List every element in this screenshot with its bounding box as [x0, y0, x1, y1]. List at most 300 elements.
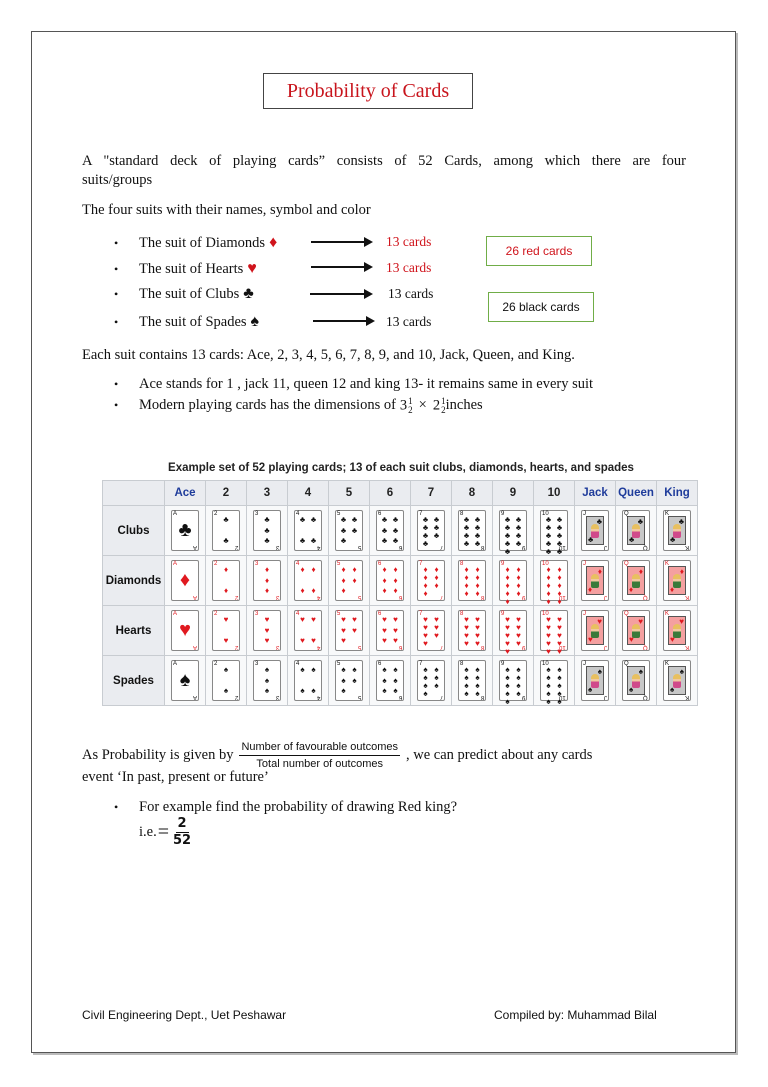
suit-spades-icon: ♠	[679, 667, 684, 676]
suit-clubs-icon: ♣	[629, 535, 635, 544]
rank-header-3: 3	[247, 481, 288, 506]
card-cell	[329, 606, 370, 656]
suit-diamonds-icon: ♦	[311, 565, 316, 574]
diamond-icon: ♦	[269, 234, 278, 251]
intro-line-1: A "standard deck of playing cards” consists of 52 Cards, among which there are four	[82, 153, 686, 169]
card-cell	[411, 556, 452, 606]
card-rank-corner: 3	[255, 611, 259, 617]
card-rank-corner: 9	[501, 611, 505, 617]
card-cell	[206, 506, 247, 556]
corner-cell	[103, 481, 165, 506]
card-rank-corner: 4	[296, 611, 300, 617]
suit-clubs-icon: ♣	[463, 515, 470, 524]
dim-whole: 2	[432, 397, 441, 414]
suit-spades-icon: ♠	[434, 681, 439, 690]
suit-diamonds-icon: ♦	[393, 575, 398, 585]
rank-header-queen[interactable]: Queen	[616, 481, 657, 506]
playing-card-7-spades	[417, 660, 445, 701]
suit-hearts-icon: ♥	[311, 615, 316, 624]
suit-label: The suit of Diamonds	[139, 234, 266, 251]
card-pips	[216, 566, 236, 595]
playing-card-8-diamonds	[458, 560, 486, 601]
card-cell	[370, 506, 411, 556]
suit-clubs-icon: ♣	[264, 525, 270, 535]
suit-item-hearts	[114, 258, 257, 280]
card-cell	[165, 556, 206, 606]
card-cell	[493, 606, 534, 656]
suit-diamonds-icon: ♦	[516, 589, 521, 598]
suit-spades-icon: ♠	[464, 681, 469, 690]
suit-spades-icon: ♠	[382, 686, 387, 695]
suit-spades-icon: ♠	[382, 675, 387, 685]
face-card-panel	[627, 616, 645, 645]
card-pips	[298, 566, 318, 595]
suit-diamonds-icon: ♦	[464, 581, 469, 590]
card-rank-corner: 4	[316, 644, 320, 650]
card-rank-corner: 10	[559, 544, 566, 550]
suit-spades-icon: ♠	[341, 665, 346, 674]
suit-count-spades: 13 cards	[386, 314, 432, 329]
playing-card-3-hearts	[253, 610, 281, 651]
card-pips	[462, 565, 482, 598]
card-cell	[616, 506, 657, 556]
card-cell	[493, 656, 534, 706]
frac-den: 2	[441, 405, 446, 415]
suit-diamonds-icon: ♦	[475, 573, 480, 582]
suit-hearts-icon: ♥	[546, 639, 551, 648]
playing-card-9-diamonds	[499, 560, 527, 606]
playing-card-q-diamonds	[622, 560, 650, 601]
suit-spades-icon: ♠	[670, 685, 675, 694]
suit-spades-icon: ♠	[557, 689, 562, 698]
suit-diamonds-icon: ♦	[341, 586, 346, 595]
face-card-panel	[627, 516, 645, 545]
card-rank-corner: 5	[337, 611, 341, 617]
face-card-panel	[586, 666, 604, 695]
suit-spades-icon: ♠	[300, 665, 305, 674]
each-suit-text: Each suit contains 13 cards: Ace, 2, 3, 4, 5, 6, 7, 8, 9, and 10, Jack, Queen, and King.	[82, 347, 575, 363]
card-rank-corner: 10	[559, 694, 566, 700]
card-rank-corner: 9	[501, 511, 505, 517]
playing-card-6-spades	[376, 660, 404, 701]
card-cell	[534, 506, 575, 556]
equals-sign: =	[157, 820, 169, 843]
card-rank-corner: 6	[378, 561, 382, 567]
suit-clubs-icon: ♣	[515, 523, 522, 532]
suit-diamonds-icon: ♦	[475, 581, 480, 590]
suit-spades-icon: ♠	[546, 681, 551, 690]
answer-numerator: 2	[177, 816, 187, 831]
card-rank-corner: J	[604, 594, 607, 600]
card-pips	[298, 666, 318, 695]
suit-diamonds-icon: ♦	[670, 585, 675, 594]
suit-spades-icon: ♠	[505, 697, 510, 706]
playing-card-4-spades	[294, 660, 322, 701]
suit-clubs-icon: ♣	[392, 515, 399, 524]
suit-spades-icon: ♠	[475, 689, 480, 698]
playing-card-2-spades	[212, 660, 240, 701]
card-rank-corner: K	[665, 661, 670, 667]
suit-diamonds-icon: ♦	[179, 569, 191, 591]
card-rank-corner: A	[173, 611, 178, 617]
suit-hearts-icon: ♥	[516, 615, 521, 624]
dim-whole: 3	[399, 397, 408, 414]
answer-denominator: 52	[173, 833, 192, 848]
playing-card-a-clubs	[171, 510, 199, 551]
suit-diamonds-icon: ♦	[464, 573, 469, 582]
card-rank-corner: J	[604, 694, 607, 700]
suit-spades-icon: ♠	[179, 669, 191, 691]
suit-hearts-icon: ♥	[464, 615, 469, 624]
suit-clubs-icon: ♣	[504, 539, 511, 548]
suit-diamonds-icon: ♦	[382, 575, 387, 585]
footer-department: Civil Engineering Dept., Uet Peshawar	[82, 1008, 287, 1022]
card-table-header-row	[103, 481, 698, 506]
suit-hearts-icon: ♥	[546, 647, 551, 656]
suit-spades-icon: ♠	[475, 665, 480, 674]
rank-header-4: 4	[288, 481, 329, 506]
suit-hearts-icon: ♥	[341, 625, 346, 635]
card-rank-corner: 10	[542, 611, 549, 617]
card-rank-corner: 8	[460, 511, 464, 517]
suit-hearts-icon: ♥	[382, 625, 387, 635]
card-rank-corner: 8	[480, 544, 484, 550]
card-rank-corner: A	[192, 644, 197, 650]
card-cell	[534, 556, 575, 606]
suit-clubs-icon: ♣	[504, 523, 511, 532]
card-rank-corner: 4	[296, 661, 300, 667]
rank-header-king[interactable]: King	[657, 481, 698, 506]
card-cell	[575, 506, 616, 556]
suit-spades-icon: ♠	[475, 673, 480, 682]
suit-clubs-icon: ♣	[670, 535, 676, 544]
fact-item-ace-values	[114, 376, 593, 393]
suit-diamonds-icon: ♦	[557, 565, 562, 574]
suit-spades-icon: ♠	[629, 685, 634, 694]
card-rank-corner: Q	[624, 661, 629, 667]
suit-hearts-icon: ♥	[516, 639, 521, 648]
card-rank-corner: 6	[398, 594, 402, 600]
card-rank-corner: 8	[460, 661, 464, 667]
card-rank-corner: A	[192, 594, 197, 600]
card-rank-corner: 2	[214, 661, 218, 667]
playing-card-4-diamonds	[294, 560, 322, 601]
card-rank-corner: J	[583, 611, 586, 617]
playing-card-2-diamonds	[212, 560, 240, 601]
suit-clubs-icon: ♣	[422, 539, 429, 548]
suit-diamonds-icon: ♦	[264, 586, 270, 595]
suit-spades-icon: ♠	[505, 673, 510, 682]
card-rank-corner: 7	[439, 644, 443, 650]
card-rank-corner: K	[665, 561, 670, 567]
suit-row-diamonds	[103, 556, 698, 606]
card-cell	[247, 556, 288, 606]
suit-hearts-icon: ♥	[505, 623, 510, 632]
card-cell	[329, 506, 370, 556]
suit-spades-icon: ♠	[423, 689, 428, 698]
card-rank-corner: 6	[398, 644, 402, 650]
rank-header-ace[interactable]: Ace	[165, 481, 206, 506]
example-answer	[139, 816, 191, 848]
card-cell	[411, 506, 452, 556]
playing-card-4-hearts	[294, 610, 322, 651]
suit-diamonds-icon: ♦	[557, 573, 562, 582]
card-rank-corner: 10	[542, 511, 549, 517]
card-pips	[257, 666, 277, 695]
suit-spades-icon: ♠	[557, 681, 562, 690]
card-rank-corner: K	[684, 594, 689, 600]
playing-card-8-clubs	[458, 510, 486, 551]
card-cell	[288, 606, 329, 656]
card-pips	[380, 566, 400, 595]
suit-hearts-icon: ♥	[505, 639, 510, 648]
suit-hearts-icon: ♥	[393, 615, 398, 624]
suit-clubs-icon: ♣	[515, 515, 522, 524]
fact-text: Modern playing cards has the dimensions of	[139, 397, 396, 414]
probability-after: , we can predict about any cards	[405, 747, 593, 763]
arrow-icon	[313, 320, 373, 322]
card-rank-corner: 10	[559, 644, 566, 650]
card-rank-corner: 4	[316, 594, 320, 600]
playing-card-3-spades	[253, 660, 281, 701]
card-pips	[503, 615, 523, 656]
suit-spades-icon: ♠	[475, 681, 480, 690]
suit-clubs-icon: ♣	[637, 517, 643, 526]
playing-card-5-clubs	[335, 510, 363, 551]
suit-hearts-icon: ♥	[264, 625, 270, 635]
suit-spades-icon: ♠	[341, 686, 346, 695]
card-rank-corner: 5	[357, 594, 361, 600]
suit-spades-icon: ♠	[557, 673, 562, 682]
probability-intro: As Probability is given by	[82, 747, 234, 763]
rank-header-2: 2	[206, 481, 247, 506]
bullet: •	[114, 235, 119, 250]
card-cell	[657, 506, 698, 556]
playing-card-a-spades	[171, 660, 199, 701]
suit-spades-icon: ♠	[516, 665, 521, 674]
playing-card-k-spades	[663, 660, 691, 701]
card-rank-corner: 6	[378, 611, 382, 617]
card-cell	[370, 606, 411, 656]
rank-header-jack[interactable]: Jack	[575, 481, 616, 506]
suit-spades-icon: ♠	[505, 665, 510, 674]
suit-hearts-icon: ♥	[423, 631, 428, 640]
playing-card-6-hearts	[376, 610, 404, 651]
arrow-icon	[311, 241, 371, 243]
card-cell	[616, 556, 657, 606]
card-pips	[462, 665, 482, 698]
card-pips	[503, 515, 523, 556]
suit-hearts-icon: ♥	[223, 636, 229, 645]
suit-hearts-icon: ♥	[505, 615, 510, 624]
suit-clubs-icon: ♣	[392, 525, 399, 535]
suit-spades-icon: ♠	[423, 681, 428, 690]
suit-hearts-icon: ♥	[264, 636, 270, 645]
suit-clubs-icon: ♣	[556, 523, 563, 532]
suit-spades-icon: ♠	[464, 689, 469, 698]
suit-hearts-icon: ♥	[264, 615, 270, 624]
suit-spades-icon: ♠	[546, 697, 551, 706]
card-rank-corner: 8	[480, 694, 484, 700]
suit-count-hearts: 13 cards	[386, 260, 432, 275]
suit-diamonds-icon: ♦	[423, 573, 428, 582]
card-pips	[257, 616, 277, 645]
suit-hearts-icon: ♥	[223, 615, 229, 624]
suit-hearts-icon: ♥	[382, 636, 387, 645]
card-cell	[247, 656, 288, 706]
suit-clubs-icon: ♣	[545, 547, 552, 556]
times-symbol: ×	[418, 397, 427, 414]
suit-row-label: Diamonds	[103, 556, 165, 606]
suit-row-label: Hearts	[103, 606, 165, 656]
suit-diamonds-icon: ♦	[300, 565, 305, 574]
card-cell	[206, 606, 247, 656]
card-pips	[339, 566, 359, 595]
suit-hearts-icon: ♥	[341, 636, 346, 645]
card-rank-corner: A	[173, 511, 178, 517]
suit-spades-icon: ♠	[546, 689, 551, 698]
card-rank-corner: A	[173, 661, 178, 667]
playing-card-2-clubs	[212, 510, 240, 551]
suit-hearts-icon: ♥	[464, 631, 469, 640]
card-rank-corner: 5	[357, 644, 361, 650]
rank-header-8: 8	[452, 481, 493, 506]
card-rank-corner: 3	[275, 594, 279, 600]
suit-hearts-icon: ♥	[557, 647, 562, 656]
suit-row-label: Spades	[103, 656, 165, 706]
suit-clubs-icon: ♣	[178, 519, 192, 541]
suit-hearts-icon: ♥	[464, 623, 469, 632]
suit-diamonds-icon: ♦	[264, 565, 270, 574]
card-pips	[298, 516, 318, 545]
card-cell	[452, 506, 493, 556]
card-rank-corner: Q	[643, 644, 648, 650]
suit-hearts-icon: ♥	[557, 631, 562, 640]
card-rank-corner: 3	[275, 544, 279, 550]
suit-clubs-icon: ♣	[545, 531, 552, 540]
suit-hearts-icon: ♥	[352, 625, 357, 635]
playing-card-7-hearts	[417, 610, 445, 651]
suit-clubs-icon: ♣	[422, 515, 429, 524]
dimension-width	[433, 397, 446, 415]
card-rank-corner: 6	[378, 661, 382, 667]
card-pips	[380, 616, 400, 645]
suit-clubs-icon: ♣	[504, 531, 511, 540]
suit-spades-icon: ♠	[341, 675, 346, 685]
suit-spades-icon: ♠	[516, 681, 521, 690]
playing-card-8-hearts	[458, 610, 486, 651]
suit-spades-icon: ♠	[311, 686, 316, 695]
suit-diamonds-icon: ♦	[505, 597, 510, 606]
playing-card-q-hearts	[622, 610, 650, 651]
suit-clubs-icon: ♣	[556, 515, 563, 524]
playing-card-10-clubs	[540, 510, 568, 556]
suit-diamonds-icon: ♦	[505, 581, 510, 590]
probability-fraction	[239, 741, 400, 770]
suit-diamonds-icon: ♦	[546, 597, 551, 606]
card-cell	[493, 556, 534, 606]
card-cell	[575, 656, 616, 706]
answer-fraction	[173, 816, 191, 848]
suit-diamonds-icon: ♦	[223, 586, 229, 595]
suit-diamonds-icon: ♦	[588, 585, 593, 594]
card-rank-corner: 10	[559, 594, 566, 600]
card-rank-corner: 5	[337, 661, 341, 667]
red-cards-box: 26 red cards	[486, 236, 592, 266]
suit-hearts-icon: ♥	[588, 635, 593, 644]
suit-clubs-icon: ♣	[515, 539, 522, 548]
suit-hearts-icon: ♥	[516, 623, 521, 632]
suit-spades-icon: ♠	[300, 686, 305, 695]
card-cell	[247, 506, 288, 556]
card-rank-corner: Q	[624, 561, 629, 567]
card-rank-corner: J	[583, 511, 586, 517]
card-rank-corner: 5	[357, 694, 361, 700]
card-rank-corner: Q	[643, 594, 648, 600]
suit-spades-icon: ♠	[264, 675, 270, 685]
example-item	[114, 799, 457, 816]
suit-diamonds-icon: ♦	[434, 565, 439, 574]
card-rank-corner: 8	[460, 611, 464, 617]
playing-card-3-clubs	[253, 510, 281, 551]
suit-clubs-icon: ♣	[474, 523, 481, 532]
card-cell	[165, 506, 206, 556]
ie-label: i.e.	[139, 823, 157, 840]
card-rank-corner: 6	[398, 544, 402, 550]
page-title: Probability of Cards	[286, 79, 450, 102]
suit-hearts-icon: ♥	[475, 623, 480, 632]
playing-card-10-hearts	[540, 610, 568, 656]
card-rank-corner: 2	[214, 511, 218, 517]
card-pips	[216, 616, 236, 645]
card-rank-corner: 7	[439, 544, 443, 550]
suits-intro: The four suits with their names, symbol and color	[82, 202, 371, 218]
suit-spades-icon: ♠	[434, 665, 439, 674]
card-rank-corner: 9	[521, 694, 525, 700]
suit-hearts-icon: ♥	[475, 615, 480, 624]
card-rank-corner: 3	[255, 511, 259, 517]
suit-diamonds-icon: ♦	[341, 565, 346, 574]
suit-spades-icon: ♠	[557, 697, 562, 706]
suit-hearts-icon: ♥	[475, 631, 480, 640]
suit-clubs-icon: ♣	[504, 515, 511, 524]
face-card-panel	[586, 516, 604, 545]
card-cell	[329, 556, 370, 606]
bullet: •	[114, 377, 119, 391]
face-card-panel	[627, 666, 645, 695]
suit-hearts-icon: ♥	[434, 623, 439, 632]
card-rank-corner: Q	[643, 694, 648, 700]
card-rank-corner: 4	[296, 511, 300, 517]
suit-clubs-icon: ♣	[433, 531, 440, 540]
bullet: •	[114, 286, 119, 301]
card-cell	[288, 656, 329, 706]
card-rank-corner: 9	[521, 594, 525, 600]
card-pips	[257, 566, 277, 595]
suit-diamonds-icon: ♦	[423, 581, 428, 590]
playing-card-6-diamonds	[376, 560, 404, 601]
heart-icon: ♥	[247, 260, 257, 277]
card-rank-corner: K	[665, 611, 670, 617]
card-pips	[421, 665, 441, 698]
suit-diamonds-icon: ♦	[505, 573, 510, 582]
suit-row-clubs	[103, 506, 698, 556]
suit-spades-icon: ♠	[434, 673, 439, 682]
suit-diamonds-icon: ♦	[546, 565, 551, 574]
suit-clubs-icon: ♣	[264, 515, 270, 524]
playing-card-9-spades	[499, 660, 527, 706]
suit-hearts-icon: ♥	[300, 636, 305, 645]
